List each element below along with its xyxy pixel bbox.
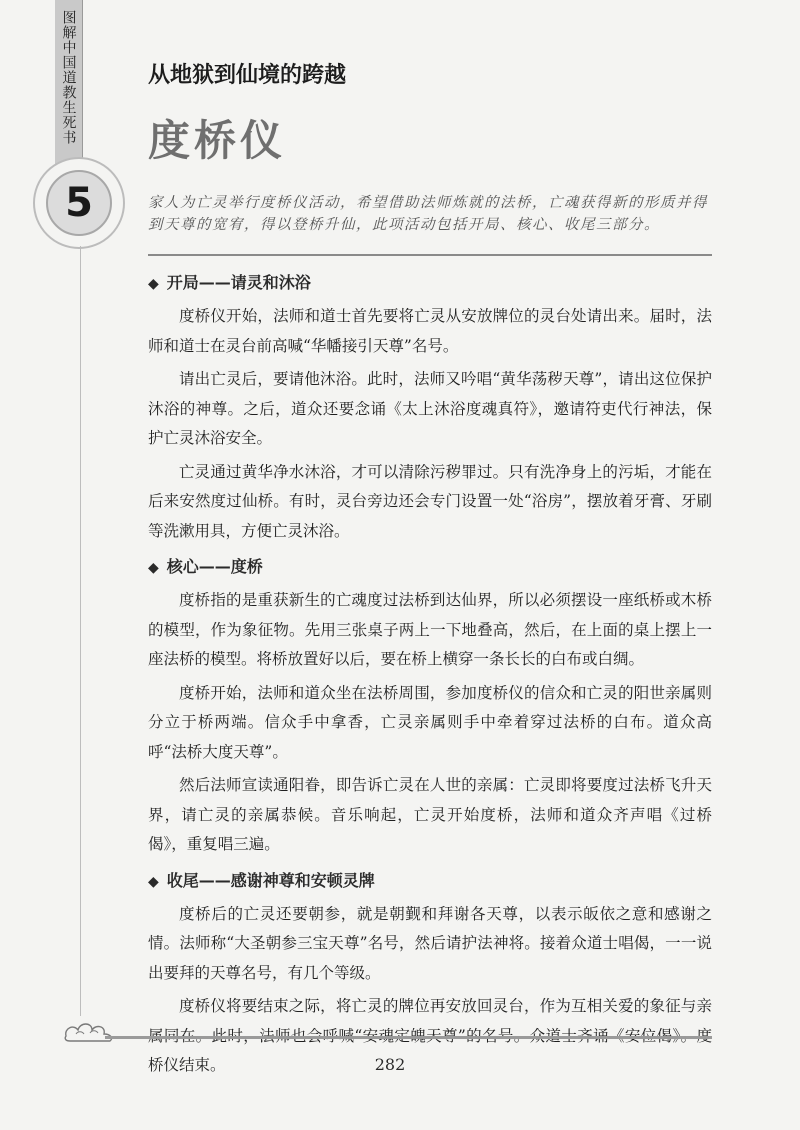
series-sidebar (55, 0, 83, 170)
chapter-number: 5 (46, 170, 112, 236)
section-heading-text: 核心——度桥 (166, 557, 263, 576)
section-heading-text: 开局——请灵和沐浴 (166, 273, 311, 292)
article-body (148, 270, 712, 1089)
diamond-icon: ◆ (148, 560, 159, 576)
section (148, 270, 712, 546)
section-heading (148, 868, 712, 894)
section (148, 868, 712, 1081)
section-heading-text: 收尾——感谢神尊和安顿灵牌 (166, 870, 375, 890)
diamond-icon: ◆ (148, 276, 159, 292)
page-title: 度桥仪 (148, 116, 287, 165)
section (148, 554, 712, 860)
paragraph: 请出亡灵后，要请他沐浴。此时，法师又吟唱“黄华荡秽天尊”，请出这位保护沐浴的神尊。之后，道众还要念诵《太上沐浴度魂真符》，邀请符吏代行神法，保护亡灵沐浴安全。 (148, 370, 712, 447)
paragraph: 度桥仪将要结束之际，将亡灵的牌位再安放回灵台，作为互相关爱的象征与亲 桥仪结束。 (148, 997, 712, 1074)
diamond-icon: ◆ (148, 873, 159, 890)
cloud-ornament-icon (62, 1014, 118, 1044)
section-heading (148, 270, 712, 296)
paragraph: 然后法师宣读通阳眷，即告诉亡灵在人世的亲属：亡灵即将要度过法桥飞升天界，请亡灵的亲属恭候。音乐响起，亡灵开始度桥，法师和道众齐声唱《过桥偈》，重复唱三遍。 (148, 776, 712, 853)
divider (148, 254, 712, 256)
paragraph: 度桥后的亡灵还要朝参，就是朝觐和拜谢各天尊，以表示皈依之意和感谢之情。法师称“大圣朝参三宝天尊”名号，然后请护法神将。接着众道士唱偈，一一说出要拜的天尊名号，有几个等级。 (148, 904, 712, 982)
margin-line (80, 246, 81, 1016)
paragraph: 度桥开始，法师和道众坐在法桥周围，参加度桥仪的信众和亡灵的阳世亲属则分立于桥两端。信众手中拿香，亡灵亲属则手中牵着穿过法桥的白布。道众高呼“法桥大度天尊”。 (148, 683, 712, 761)
page-subtitle: 从地狱到仙境的跨越 (148, 63, 347, 88)
intro-paragraph: 家人为亡灵举行度桥仪活动，希望借助法师炼就的法桥，亡魂获得新的形质并得到天尊的宽宥，得以登桥升仙，此项活动包括开局、核心、收尾三部分。 (148, 195, 708, 233)
footer-rule (105, 1036, 712, 1039)
chapter-badge (33, 157, 125, 249)
section-heading (148, 554, 712, 580)
page-number: 282 (374, 1055, 406, 1074)
series-title: 图解中国道教生死书 (60, 10, 77, 145)
paragraph: 度桥指的是重获新生的亡魂度过法桥到达仙界，所以必须摆设一座纸桥或木桥的模型，作为象征物。先用三张桌子两上一下地叠高，然后，在上面的桌上摆上一座法桥的模型。将桥放置好以后，要在桥上横穿一条长长的白布或白绸。 (148, 591, 712, 668)
paragraph: 亡灵通过黄华净水沐浴，才可以清除污秽罪过。只有洗净身上的污垢，才能在后来安然度过仙桥。有时，灵台旁边还会专门设置一处“浴房”，摆放着牙膏、牙刷等洗漱用具，方便亡灵沐浴。 (148, 462, 712, 540)
paragraph: 度桥仪开始，法师和道士首先要将亡灵从安放牌位的灵台处请出来。届时，法师和道士在灵台前高喊“华幡接引天尊”名号。 (148, 307, 712, 355)
